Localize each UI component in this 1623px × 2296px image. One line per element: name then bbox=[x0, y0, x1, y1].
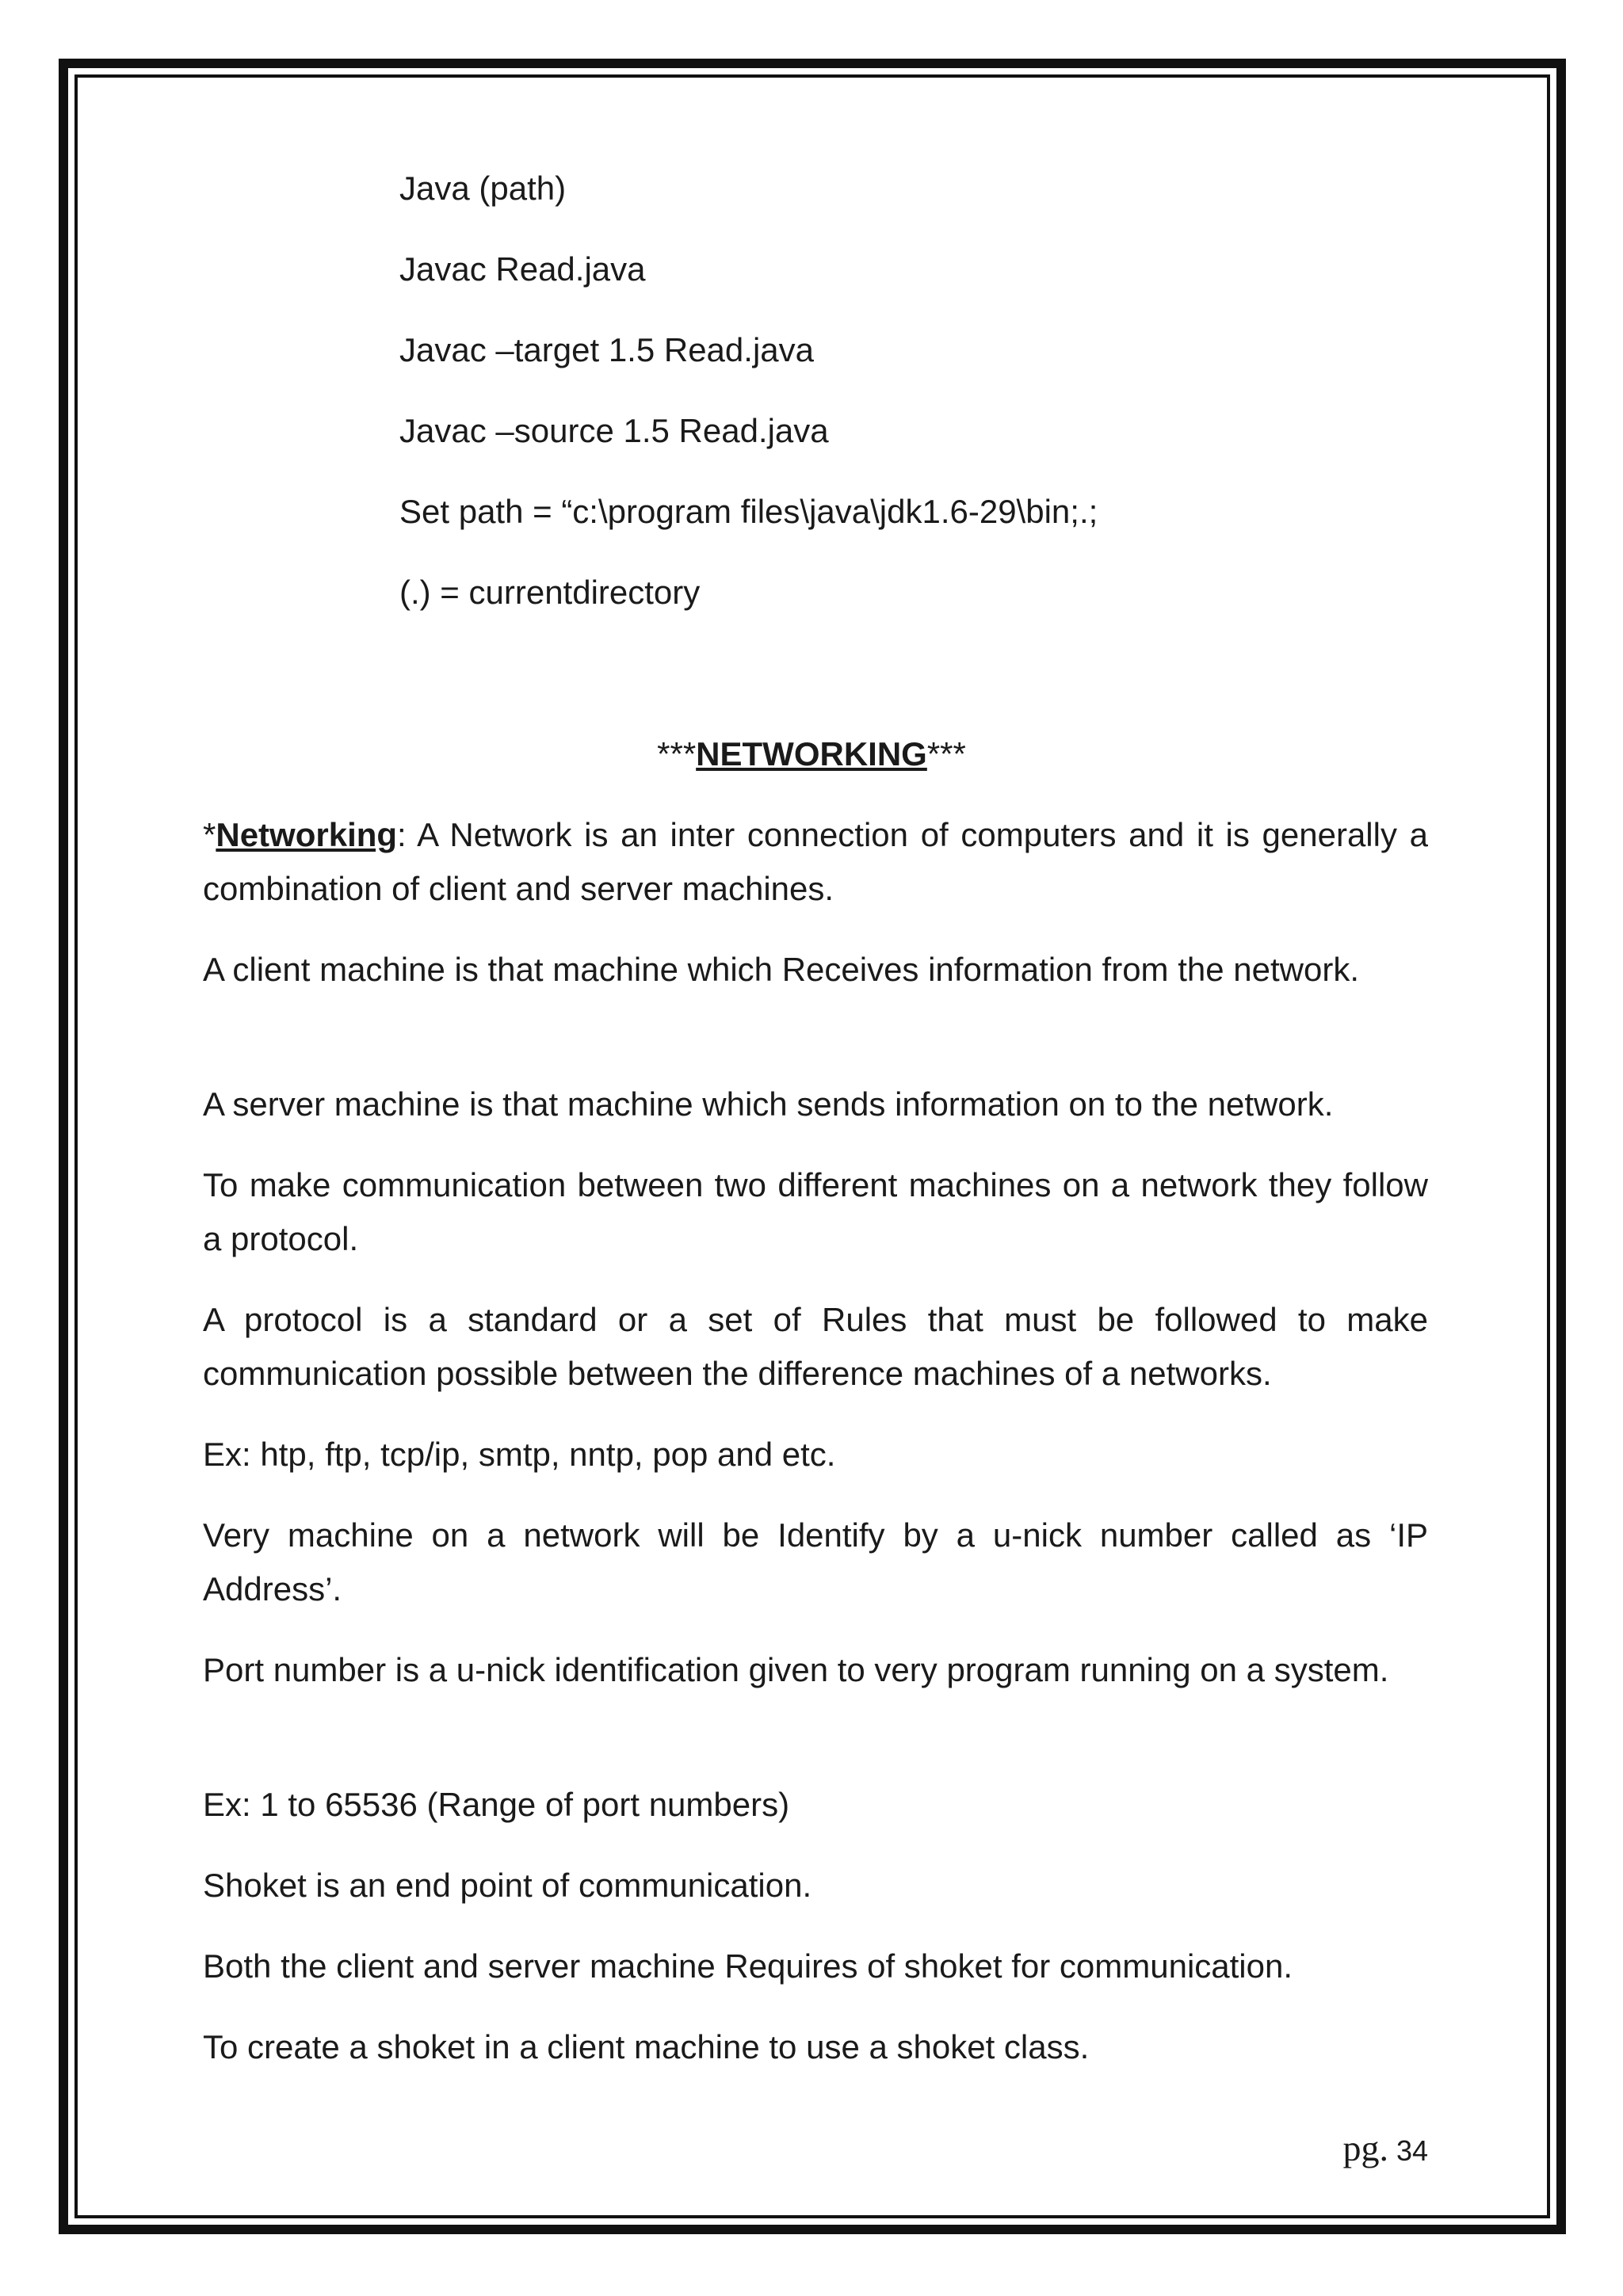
page-label: pg. bbox=[1342, 2128, 1388, 2168]
paragraph: Very machine on a network will be Identify by a u-nick number called as ‘IP Address’. bbox=[203, 1516, 1428, 1608]
code-line: Javac –target 1.5 Read.java bbox=[399, 331, 814, 368]
definition-text: : A Network is an inter connection of computers and it is generally a combination of client and server machines. bbox=[203, 816, 1428, 907]
definition-prefix: * bbox=[203, 816, 216, 853]
paragraph: Both the client and server machine Requires of shoket for communication. bbox=[203, 1947, 1293, 1985]
paragraph: To make communication between two different machines on a network they follow a protocol. bbox=[203, 1166, 1428, 1257]
paragraph: Ex: 1 to 65536 (Range of port numbers) bbox=[203, 1786, 790, 1823]
paragraph: A protocol is a standard or a set of Rules that must be followed to make communication possible between the difference machines of a networks. bbox=[203, 1301, 1428, 1392]
section-heading bbox=[0, 727, 1623, 781]
code-line: Javac –source 1.5 Read.java bbox=[399, 412, 829, 449]
code-line: Javac Read.java bbox=[399, 250, 646, 288]
definition-term: Networking bbox=[216, 816, 398, 853]
heading-prefix: *** bbox=[657, 735, 697, 772]
heading-suffix: *** bbox=[926, 735, 966, 772]
paragraph: Port number is a u-nick identification given to very program running on a system. bbox=[203, 1651, 1389, 1688]
paragraph: A client machine is that machine which Receives information from the network. bbox=[203, 951, 1359, 988]
networking-definition bbox=[203, 808, 1428, 916]
code-line: Java (path) bbox=[399, 170, 567, 207]
paragraph: A server machine is that machine which sends information on to the network. bbox=[203, 1085, 1334, 1123]
paragraph: To create a shoket in a client machine to use a shoket class. bbox=[203, 2028, 1090, 2065]
page-number-value: 34 bbox=[1396, 2134, 1428, 2167]
code-line: Set path = “c:\program files\java\jdk1.6-29\bin;.; bbox=[399, 493, 1098, 530]
code-line: (.) = currentdirectory bbox=[399, 574, 701, 611]
heading-title: NETWORKING bbox=[696, 735, 927, 772]
paragraph: Ex: htp, ftp, tcp/ip, smtp, nntp, pop and etc. bbox=[203, 1436, 836, 1473]
paragraph: Shoket is an end point of communication. bbox=[203, 1867, 812, 1904]
page-number bbox=[1342, 2125, 1428, 2175]
